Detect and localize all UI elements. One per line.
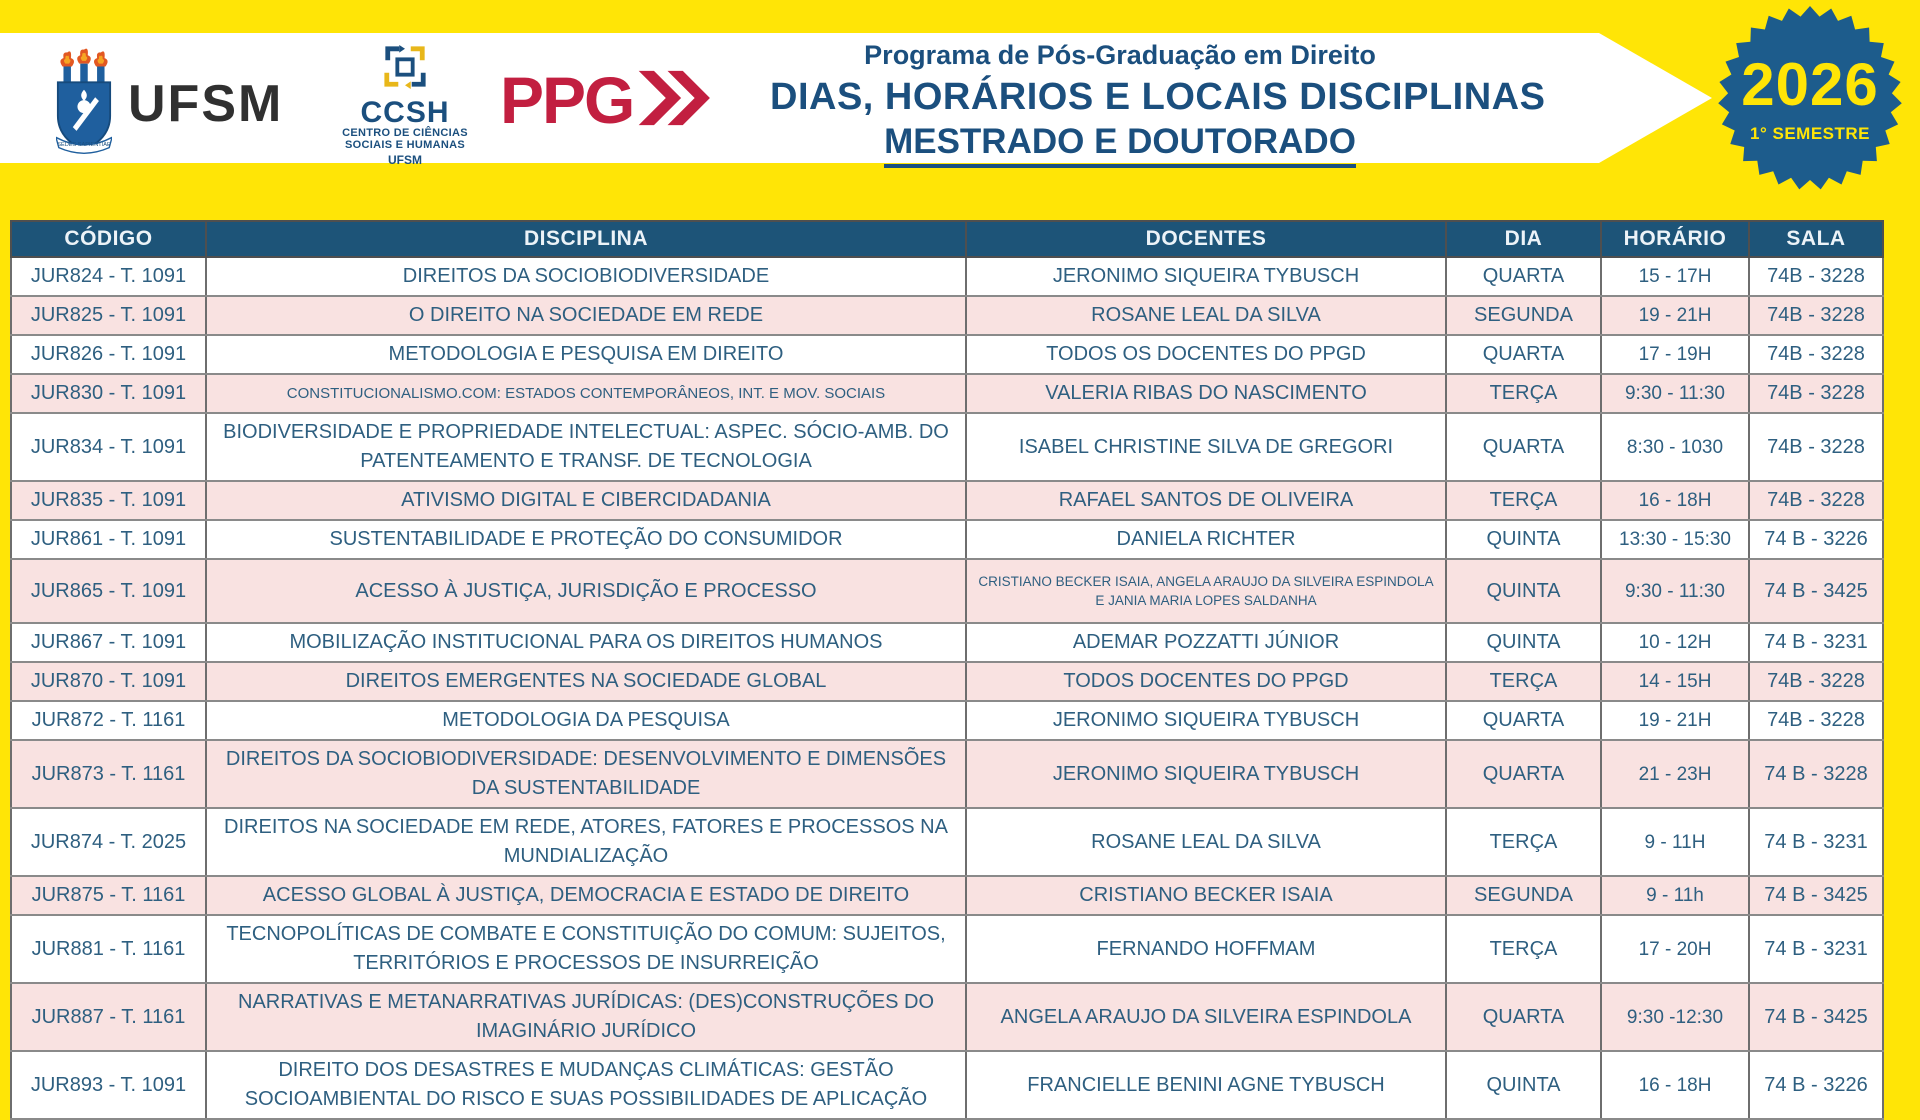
cell-docentes: JERONIMO SIQUEIRA TYBUSCH bbox=[966, 701, 1446, 740]
cell-sala: 74B - 3228 bbox=[1749, 296, 1883, 335]
cell-disciplina: ACESSO À JUSTIÇA, JURISDIÇÃO E PROCESSO bbox=[206, 559, 966, 623]
cell-sala: 74B - 3228 bbox=[1749, 701, 1883, 740]
cell-disciplina: NARRATIVAS E METANARRATIVAS JURÍDICAS: (DES)CONSTRUÇÕES DO IMAGINÁRIO JURÍDICO bbox=[206, 983, 966, 1051]
cell-codigo: JUR887 - T. 1161 bbox=[11, 983, 206, 1051]
semester-badge bbox=[1716, 4, 1904, 192]
ccsh-pinwheel-icon bbox=[382, 77, 428, 94]
table-row bbox=[11, 559, 1883, 623]
cell-sala: 74B - 3228 bbox=[1749, 481, 1883, 520]
schedule-table bbox=[10, 220, 1884, 1120]
cell-docentes: ROSANE LEAL DA SILVA bbox=[966, 296, 1446, 335]
ppg-double-chevron-icon bbox=[633, 67, 715, 134]
cell-dia: TERÇA bbox=[1446, 915, 1601, 983]
ccsh-ufsm-label: UFSM bbox=[388, 153, 422, 168]
cell-disciplina: O DIREITO NA SOCIEDADE EM REDE bbox=[206, 296, 966, 335]
cell-horario: 19 - 21H bbox=[1601, 701, 1749, 740]
cell-codigo: JUR826 - T. 1091 bbox=[11, 335, 206, 374]
table-row bbox=[11, 623, 1883, 662]
ufsm-wordmark: UFSM bbox=[128, 74, 284, 133]
table-row bbox=[11, 876, 1883, 915]
cell-sala: 74B - 3228 bbox=[1749, 662, 1883, 701]
cell-dia: SEGUNDA bbox=[1446, 876, 1601, 915]
cell-dia: QUARTA bbox=[1446, 983, 1601, 1051]
column-header-horario: HORÁRIO bbox=[1601, 221, 1749, 257]
header-row bbox=[11, 221, 1883, 257]
cell-dia: QUARTA bbox=[1446, 701, 1601, 740]
cell-docentes: FERNANDO HOFFMAM bbox=[966, 915, 1446, 983]
cell-codigo: JUR874 - T. 2025 bbox=[11, 808, 206, 876]
cell-sala: 74 B - 3425 bbox=[1749, 876, 1883, 915]
cell-horario: 16 - 18H bbox=[1601, 481, 1749, 520]
ufsm-logo bbox=[56, 48, 283, 159]
cell-dia: QUARTA bbox=[1446, 413, 1601, 481]
cell-dia: QUARTA bbox=[1446, 257, 1601, 296]
cell-dia: SEGUNDA bbox=[1446, 296, 1601, 335]
cell-sala: 74B - 3228 bbox=[1749, 413, 1883, 481]
cell-dia: TERÇA bbox=[1446, 662, 1601, 701]
cell-horario: 9:30 - 11:30 bbox=[1601, 559, 1749, 623]
cell-codigo: JUR834 - T. 1091 bbox=[11, 413, 206, 481]
ccsh-logo bbox=[330, 44, 480, 167]
cell-horario: 14 - 15H bbox=[1601, 662, 1749, 701]
ccsh-name-line2: SOCIAIS E HUMANAS bbox=[345, 138, 465, 151]
cell-horario: 19 - 21H bbox=[1601, 296, 1749, 335]
cell-dia: QUARTA bbox=[1446, 335, 1601, 374]
schedule-header bbox=[11, 221, 1883, 257]
cell-disciplina: MOBILIZAÇÃO INSTITUCIONAL PARA OS DIREITOS HUMANOS bbox=[206, 623, 966, 662]
cell-sala: 74 B - 3226 bbox=[1749, 1051, 1883, 1119]
cell-disciplina: METODOLOGIA E PESQUISA EM DIREITO bbox=[206, 335, 966, 374]
column-header-docentes: DOCENTES bbox=[966, 221, 1446, 257]
cell-sala: 74 B - 3231 bbox=[1749, 915, 1883, 983]
cell-sala: 74 B - 3425 bbox=[1749, 983, 1883, 1051]
table-row bbox=[11, 413, 1883, 481]
cell-docentes: ANGELA ARAUJO DA SILVEIRA ESPINDOLA bbox=[966, 983, 1446, 1051]
cell-horario: 15 - 17H bbox=[1601, 257, 1749, 296]
cell-docentes: FRANCIELLE BENINI AGNE TYBUSCH bbox=[966, 1051, 1446, 1119]
table-row bbox=[11, 1051, 1883, 1119]
cell-codigo: JUR870 - T. 1091 bbox=[11, 662, 206, 701]
cell-docentes: JERONIMO SIQUEIRA TYBUSCH bbox=[966, 257, 1446, 296]
table-row bbox=[11, 335, 1883, 374]
column-header-dia: DIA bbox=[1446, 221, 1601, 257]
cell-horario: 8:30 - 1030 bbox=[1601, 413, 1749, 481]
cell-docentes: TODOS DOCENTES DO PPGD bbox=[966, 662, 1446, 701]
schedule-body bbox=[11, 257, 1883, 1119]
cell-horario: 9 - 11h bbox=[1601, 876, 1749, 915]
cell-sala: 74B - 3228 bbox=[1749, 257, 1883, 296]
cell-disciplina: DIREITOS EMERGENTES NA SOCIEDADE GLOBAL bbox=[206, 662, 966, 701]
table-row bbox=[11, 257, 1883, 296]
cell-docentes: CRISTIANO BECKER ISAIA, ANGELA ARAUJO DA SILVEIRA ESPINDOLA E JANIA MARIA LOPES SALDANHA bbox=[966, 559, 1446, 623]
cell-docentes: CRISTIANO BECKER ISAIA bbox=[966, 876, 1446, 915]
cell-disciplina: METODOLOGIA DA PESQUISA bbox=[206, 701, 966, 740]
cell-horario: 9 - 11H bbox=[1601, 808, 1749, 876]
cell-dia: QUINTA bbox=[1446, 520, 1601, 559]
cell-codigo: JUR873 - T. 1161 bbox=[11, 740, 206, 808]
cell-codigo: JUR835 - T. 1091 bbox=[11, 481, 206, 520]
cell-codigo: JUR893 - T. 1091 bbox=[11, 1051, 206, 1119]
cell-sala: 74 B - 3231 bbox=[1749, 623, 1883, 662]
table-row bbox=[11, 296, 1883, 335]
cell-disciplina: DIREITO DOS DESASTRES E MUDANÇAS CLIMÁTICAS: GESTÃO SOCIOAMBIENTAL DO RISCO E SUAS POSSIBILIDADES DE APLICAÇÃO bbox=[206, 1051, 966, 1119]
column-header-codigo: CÓDIGO bbox=[11, 221, 206, 257]
table-row bbox=[11, 983, 1883, 1051]
ufsm-crest-icon bbox=[56, 48, 112, 159]
table-row bbox=[11, 740, 1883, 808]
cell-horario: 9:30 -12:30 bbox=[1601, 983, 1749, 1051]
cell-sala: 74 B - 3231 bbox=[1749, 808, 1883, 876]
cell-dia: TERÇA bbox=[1446, 808, 1601, 876]
cell-disciplina: ACESSO GLOBAL À JUSTIÇA, DEMOCRACIA E ESTADO DE DIREITO bbox=[206, 876, 966, 915]
ccsh-acronym: CCSH bbox=[360, 95, 450, 129]
cell-dia: TERÇA bbox=[1446, 374, 1601, 413]
table-row bbox=[11, 701, 1883, 740]
cell-sala: 74 B - 3425 bbox=[1749, 559, 1883, 623]
badge-year: 2026 bbox=[1741, 51, 1879, 118]
cell-docentes: ROSANE LEAL DA SILVA bbox=[966, 808, 1446, 876]
cell-disciplina: BIODIVERSIDADE E PROPRIEDADE INTELECTUAL: ASPEC. SÓCIO-AMB. DO PATENTEAMENTO E TRANSF. DE TECNOLOGIA bbox=[206, 413, 966, 481]
cell-codigo: JUR865 - T. 1091 bbox=[11, 559, 206, 623]
cell-sala: 74B - 3228 bbox=[1749, 335, 1883, 374]
cell-docentes: ISABEL CHRISTINE SILVA DE GREGORI bbox=[966, 413, 1446, 481]
cell-dia: QUINTA bbox=[1446, 1051, 1601, 1119]
cell-docentes: TODOS OS DOCENTES DO PPGD bbox=[966, 335, 1446, 374]
cell-codigo: JUR872 - T. 1161 bbox=[11, 701, 206, 740]
cell-dia: QUINTA bbox=[1446, 623, 1601, 662]
cell-horario: 17 - 20H bbox=[1601, 915, 1749, 983]
cell-codigo: JUR830 - T. 1091 bbox=[11, 374, 206, 413]
ufsm-motto-text: SEDES SAPIENTIAE bbox=[57, 141, 111, 148]
cell-horario: 17 - 19H bbox=[1601, 335, 1749, 374]
cell-dia: QUINTA bbox=[1446, 559, 1601, 623]
cell-sala: 74B - 3228 bbox=[1749, 374, 1883, 413]
cell-horario: 16 - 18H bbox=[1601, 1051, 1749, 1119]
table-row bbox=[11, 915, 1883, 983]
ccsh-name-line1: CENTRO DE CIÊNCIAS bbox=[342, 127, 468, 140]
cell-dia: QUARTA bbox=[1446, 740, 1601, 808]
cell-disciplina: DIREITOS NA SOCIEDADE EM REDE, ATORES, FATORES E PROCESSOS NA MUNDIALIZAÇÃO bbox=[206, 808, 966, 876]
cell-disciplina: DIREITOS DA SOCIOBIODIVERSIDADE bbox=[206, 257, 966, 296]
column-header-sala: SALA bbox=[1749, 221, 1883, 257]
cell-disciplina: ATIVISMO DIGITAL E CIBERCIDADANIA bbox=[206, 481, 966, 520]
cell-codigo: JUR881 - T. 1161 bbox=[11, 915, 206, 983]
cell-codigo: JUR867 - T. 1091 bbox=[11, 623, 206, 662]
cell-disciplina: SUSTENTABILIDADE E PROTEÇÃO DO CONSUMIDOR bbox=[206, 520, 966, 559]
cell-docentes: DANIELA RICHTER bbox=[966, 520, 1446, 559]
cell-docentes: ADEMAR POZZATTI JÚNIOR bbox=[966, 623, 1446, 662]
table-row bbox=[11, 662, 1883, 701]
cell-docentes: JERONIMO SIQUEIRA TYBUSCH bbox=[966, 740, 1446, 808]
badge-semester: 1° SEMESTRE bbox=[1750, 124, 1870, 143]
page-subtitle: MESTRADO E DOUTORADO bbox=[884, 122, 1356, 168]
cell-codigo: JUR825 - T. 1091 bbox=[11, 296, 206, 335]
cell-disciplina: CONSTITUCIONALISMO.COM: ESTADOS CONTEMPORÂNEOS, INT. E MOV. SOCIAIS bbox=[206, 374, 966, 413]
cell-sala: 74 B - 3228 bbox=[1749, 740, 1883, 808]
cell-codigo: JUR824 - T. 1091 bbox=[11, 257, 206, 296]
page-title: DIAS, HORÁRIOS E LOCAIS DISCIPLINAS bbox=[770, 76, 1546, 118]
table-row bbox=[11, 481, 1883, 520]
cell-horario: 9:30 - 11:30 bbox=[1601, 374, 1749, 413]
cell-sala: 74 B - 3226 bbox=[1749, 520, 1883, 559]
table-row bbox=[11, 520, 1883, 559]
ppg-logo bbox=[500, 62, 715, 138]
cell-docentes: RAFAEL SANTOS DE OLIVEIRA bbox=[966, 481, 1446, 520]
ppg-wordmark: PPG bbox=[500, 63, 634, 137]
cell-dia: TERÇA bbox=[1446, 481, 1601, 520]
column-header-disciplina: DISCIPLINA bbox=[206, 221, 966, 257]
cell-disciplina: DIREITOS DA SOCIOBIODIVERSIDADE: DESENVOLVIMENTO E DIMENSÕES DA SUSTENTABILIDADE bbox=[206, 740, 966, 808]
cell-horario: 21 - 23H bbox=[1601, 740, 1749, 808]
cell-codigo: JUR875 - T. 1161 bbox=[11, 876, 206, 915]
table-row bbox=[11, 808, 1883, 876]
cell-codigo: JUR861 - T. 1091 bbox=[11, 520, 206, 559]
cell-docentes: VALERIA RIBAS DO NASCIMENTO bbox=[966, 374, 1446, 413]
table-row bbox=[11, 374, 1883, 413]
cell-disciplina: TECNOPOLÍTICAS DE COMBATE E CONSTITUIÇÃO DO COMUM: SUJEITOS, TERRITÓRIOS E PROCESSOS DE INSURREIÇÃO bbox=[206, 915, 966, 983]
program-title: Programa de Pós-Graduação em Direito bbox=[864, 40, 1376, 70]
cell-horario: 13:30 - 15:30 bbox=[1601, 520, 1749, 559]
cell-horario: 10 - 12H bbox=[1601, 623, 1749, 662]
title-block bbox=[770, 40, 1546, 168]
